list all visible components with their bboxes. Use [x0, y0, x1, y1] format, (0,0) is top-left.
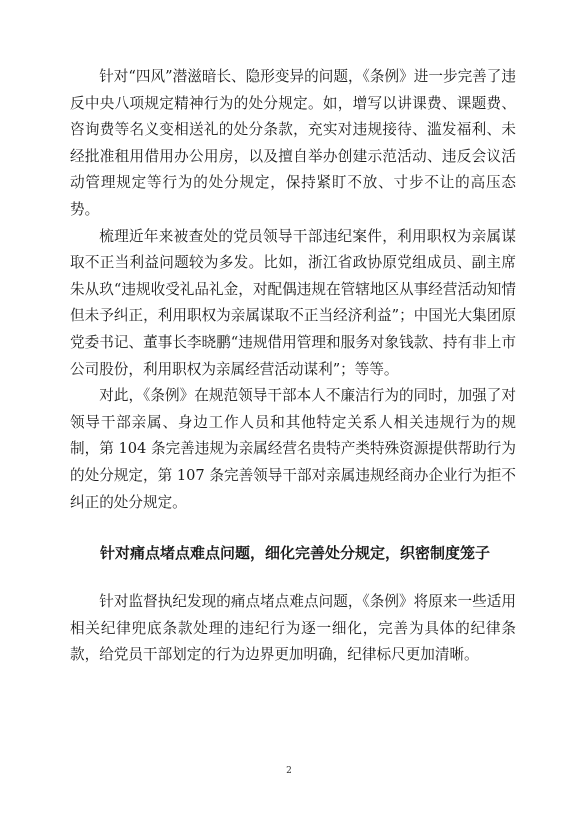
paragraph-four-styles: 针对“四风”潜滋暗长、隐形变异的问题，《条例》进一步完善了违反中央八项规定精神行为的处分规定。如，增写以讲课费、课题费、咨询费等名义变相送礼的处分条款，充实对违规接待、滥发福利、未经批准租用借用办公用房，以及擅自举办创建示范活动、违反会议活动管理规定等行为的处分规定，保持紧盯不放、寸步不让的高压态势。	[70, 68, 516, 218]
page-number: 2	[286, 766, 292, 776]
section-heading: 针对痛点堵点难点问题，细化完善处分规定，织密制度笼子	[100, 544, 491, 563]
paragraph-regulation-response: 对此，《条例》在规范领导干部本人不廉洁行为的同时，加强了对领导干部亲属、身边工作人员和其他特定关系人相关违规行为的规制，第 104 条完善违规为亲属经营名贵特产类特殊资源提供帮助行为的处分规定，第 107 条完善领导干部对亲属违规经商办企业行为拒不纠正的处分规定。	[70, 387, 516, 511]
paragraph-closing: 针对监督执纪发现的痛点堵点难点问题，《条例》将原来一些适用相关纪律兜底条款处理的违纪行为逐一细化，完善为具体的纪律条款，给党员干部划定的行为边界更加明确，纪律标尺更加清晰。	[70, 593, 516, 664]
paragraph-relatives-cases: 梳理近年来被查处的党员领导干部违纪案件，利用职权为亲属谋取不正当利益问题较为多发。比如，浙江省政协原党组成员、副主席朱从玖“违规收受礼品礼金，对配偶违规在管辖地区从事经营活动知情但未予纠正，利用职权为亲属谋取不正当经济利益”；中国光大集团原党委书记、董事长李晓鹏“违规借用管理和服务对象钱款、持有非上市公司股份，利用职权为亲属经营活动谋利”；等等。	[70, 227, 516, 378]
document-body	[70, 64, 516, 669]
